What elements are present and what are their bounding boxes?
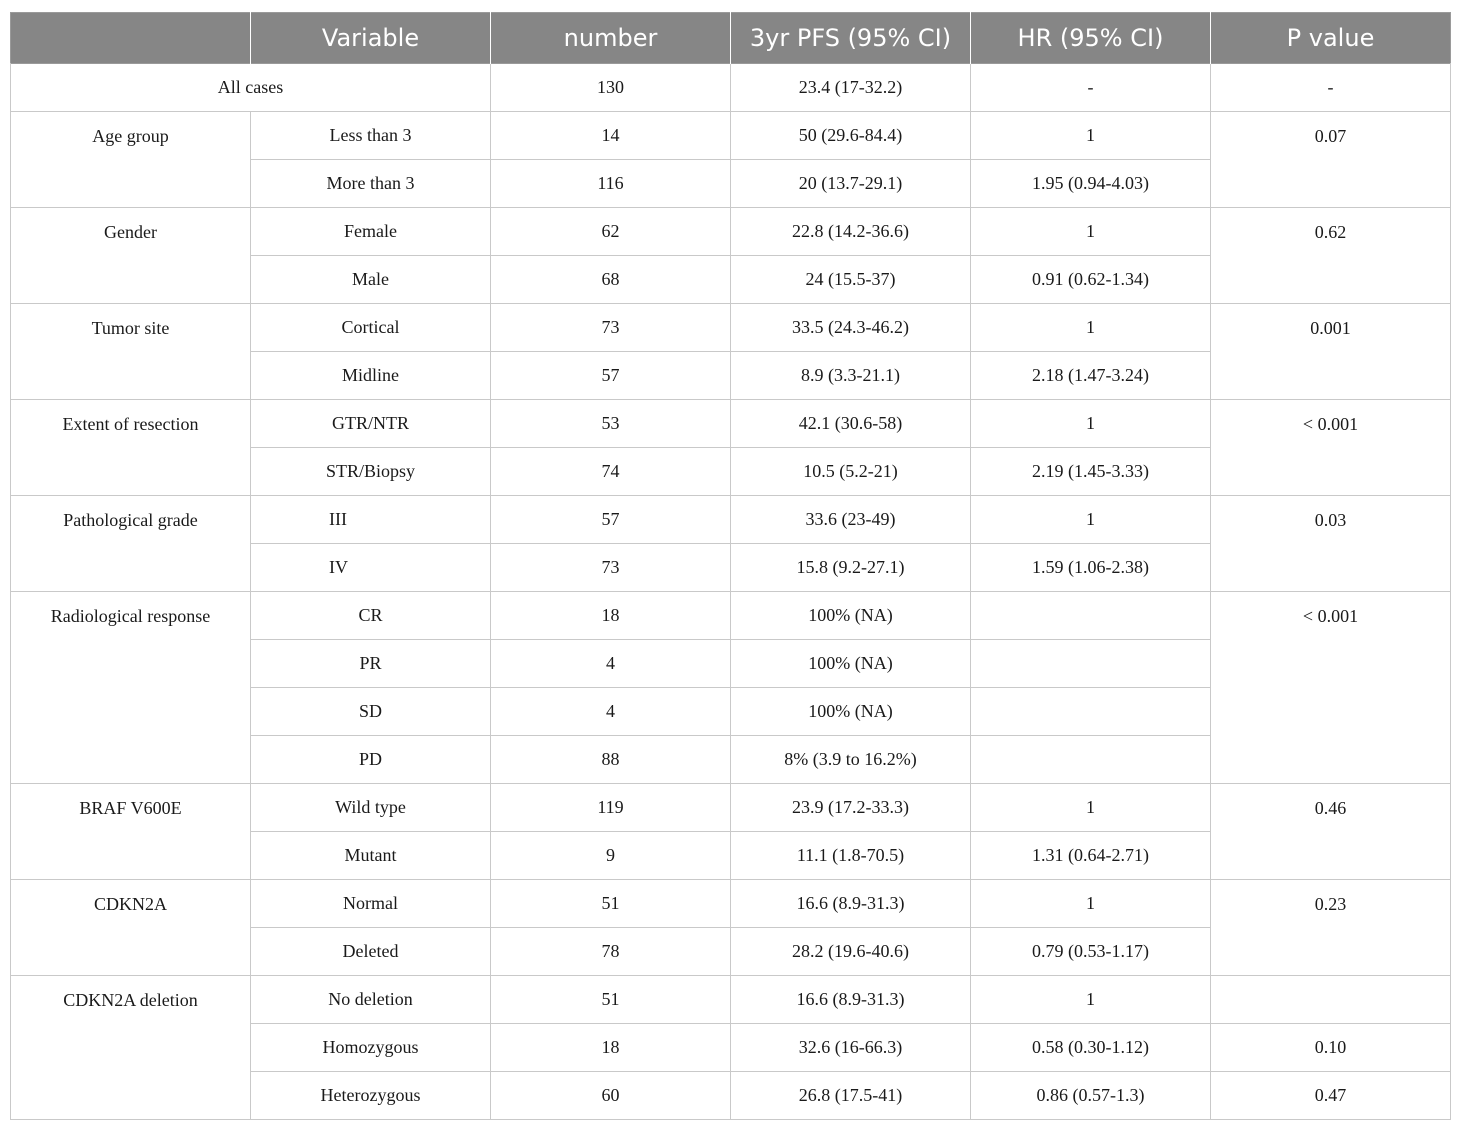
pfs-value: 23.9 (17.2-33.3) <box>731 784 971 832</box>
variable-level: Mutant <box>251 832 491 880</box>
variable-level: GTR/NTR <box>251 400 491 448</box>
pfs-value: 16.6 (8.9-31.3) <box>731 976 971 1024</box>
table-row <box>11 976 1451 1024</box>
case-number: 119 <box>491 784 731 832</box>
variable-level: Midline <box>251 352 491 400</box>
group-name: Age group <box>11 112 251 208</box>
variable-level: Less than 3 <box>251 112 491 160</box>
pfs-value: 33.6 (23-49) <box>731 496 971 544</box>
hr-value <box>971 688 1211 736</box>
header-group-col <box>11 13 251 64</box>
case-number: 18 <box>491 1024 731 1072</box>
pfs-value: 8% (3.9 to 16.2%) <box>731 736 971 784</box>
group-name: Extent of resection <box>11 400 251 496</box>
hr-value: 1 <box>971 496 1211 544</box>
all-cases-pfs: 23.4 (17-32.2) <box>731 64 971 112</box>
group-name: Pathological grade <box>11 496 251 592</box>
p-value: 0.62 <box>1211 208 1451 304</box>
p-value: 0.10 <box>1211 1024 1451 1072</box>
case-number: 78 <box>491 928 731 976</box>
case-number: 88 <box>491 736 731 784</box>
header-number: number <box>491 13 731 64</box>
hr-value: 1 <box>971 208 1211 256</box>
variable-level: PR <box>251 640 491 688</box>
variable-level: Male <box>251 256 491 304</box>
pfs-value: 16.6 (8.9-31.3) <box>731 880 971 928</box>
hr-value: 1 <box>971 880 1211 928</box>
group-name: CDKN2A deletion <box>11 976 251 1120</box>
variable-level: STR/Biopsy <box>251 448 491 496</box>
hr-value: 1.59 (1.06-2.38) <box>971 544 1211 592</box>
variable-level: CR <box>251 592 491 640</box>
variable-level: III <box>251 496 491 544</box>
case-number: 4 <box>491 640 731 688</box>
variable-level: Cortical <box>251 304 491 352</box>
group-name: CDKN2A <box>11 880 251 976</box>
table-row <box>11 784 1451 832</box>
hr-value: 2.18 (1.47-3.24) <box>971 352 1211 400</box>
pfs-value: 10.5 (5.2-21) <box>731 448 971 496</box>
hr-value: 2.19 (1.45-3.33) <box>971 448 1211 496</box>
pfs-value: 20 (13.7-29.1) <box>731 160 971 208</box>
case-number: 73 <box>491 544 731 592</box>
header-hr: HR (95% CI) <box>971 13 1211 64</box>
pfs-value: 28.2 (19.6-40.6) <box>731 928 971 976</box>
variable-level: Wild type <box>251 784 491 832</box>
pfs-value: 100% (NA) <box>731 592 971 640</box>
variable-level: Heterozygous <box>251 1072 491 1120</box>
pfs-value: 33.5 (24.3-46.2) <box>731 304 971 352</box>
variable-level: More than 3 <box>251 160 491 208</box>
table-row <box>11 496 1451 544</box>
hr-value: 1 <box>971 304 1211 352</box>
table-row <box>11 880 1451 928</box>
variable-level: Homozygous <box>251 1024 491 1072</box>
case-number: 51 <box>491 880 731 928</box>
table-row <box>11 304 1451 352</box>
hr-value: 1.95 (0.94-4.03) <box>971 160 1211 208</box>
header-p-value: P value <box>1211 13 1451 64</box>
pfs-value: 50 (29.6-84.4) <box>731 112 971 160</box>
table-row <box>11 208 1451 256</box>
group-name: Tumor site <box>11 304 251 400</box>
pfs-value: 11.1 (1.8-70.5) <box>731 832 971 880</box>
case-number: 68 <box>491 256 731 304</box>
hr-value: 1 <box>971 112 1211 160</box>
hr-value: 0.58 (0.30-1.12) <box>971 1024 1211 1072</box>
all-cases-number: 130 <box>491 64 731 112</box>
p-value: < 0.001 <box>1211 592 1451 784</box>
p-value: 0.03 <box>1211 496 1451 592</box>
variable-level: No deletion <box>251 976 491 1024</box>
hr-value: 0.79 (0.53-1.17) <box>971 928 1211 976</box>
header-row <box>11 13 1451 64</box>
hr-value <box>971 736 1211 784</box>
p-value: 0.001 <box>1211 304 1451 400</box>
header-pfs: 3yr PFS (95% CI) <box>731 13 971 64</box>
pfs-value: 8.9 (3.3-21.1) <box>731 352 971 400</box>
table-body <box>11 64 1451 1120</box>
case-number: 60 <box>491 1072 731 1120</box>
hr-value: 1.31 (0.64-2.71) <box>971 832 1211 880</box>
pfs-value: 100% (NA) <box>731 688 971 736</box>
group-name: BRAF V600E <box>11 784 251 880</box>
case-number: 4 <box>491 688 731 736</box>
header-variable: Variable <box>251 13 491 64</box>
case-number: 62 <box>491 208 731 256</box>
p-value: 0.23 <box>1211 880 1451 976</box>
pfs-value: 26.8 (17.5-41) <box>731 1072 971 1120</box>
p-value: < 0.001 <box>1211 400 1451 496</box>
table-row <box>11 400 1451 448</box>
variable-level: Deleted <box>251 928 491 976</box>
group-name: Radiological response <box>11 592 251 784</box>
hr-value: 0.86 (0.57-1.3) <box>971 1072 1211 1120</box>
case-number: 51 <box>491 976 731 1024</box>
all-cases-hr: - <box>971 64 1211 112</box>
all-cases-p: - <box>1211 64 1451 112</box>
hr-value: 1 <box>971 976 1211 1024</box>
hr-value: 1 <box>971 784 1211 832</box>
table-row <box>11 112 1451 160</box>
case-number: 73 <box>491 304 731 352</box>
case-number: 9 <box>491 832 731 880</box>
variable-level: PD <box>251 736 491 784</box>
hr-value <box>971 640 1211 688</box>
hr-value: 1 <box>971 400 1211 448</box>
p-value: 0.47 <box>1211 1072 1451 1120</box>
case-number: 57 <box>491 496 731 544</box>
variable-level: IV <box>251 544 491 592</box>
table-row <box>11 592 1451 640</box>
case-number: 53 <box>491 400 731 448</box>
variable-level: SD <box>251 688 491 736</box>
p-value <box>1211 976 1451 1024</box>
pfs-table <box>10 12 1451 1120</box>
table-row-all-cases <box>11 64 1451 112</box>
p-value: 0.46 <box>1211 784 1451 880</box>
pfs-value: 15.8 (9.2-27.1) <box>731 544 971 592</box>
variable-level: Female <box>251 208 491 256</box>
p-value: 0.07 <box>1211 112 1451 208</box>
all-cases-label: All cases <box>11 64 491 112</box>
case-number: 14 <box>491 112 731 160</box>
case-number: 18 <box>491 592 731 640</box>
pfs-value: 32.6 (16-66.3) <box>731 1024 971 1072</box>
case-number: 116 <box>491 160 731 208</box>
hr-value: 0.91 (0.62-1.34) <box>971 256 1211 304</box>
case-number: 57 <box>491 352 731 400</box>
pfs-value: 100% (NA) <box>731 640 971 688</box>
case-number: 74 <box>491 448 731 496</box>
pfs-value: 24 (15.5-37) <box>731 256 971 304</box>
pfs-value: 42.1 (30.6-58) <box>731 400 971 448</box>
variable-level: Normal <box>251 880 491 928</box>
hr-value <box>971 592 1211 640</box>
group-name: Gender <box>11 208 251 304</box>
pfs-value: 22.8 (14.2-36.6) <box>731 208 971 256</box>
